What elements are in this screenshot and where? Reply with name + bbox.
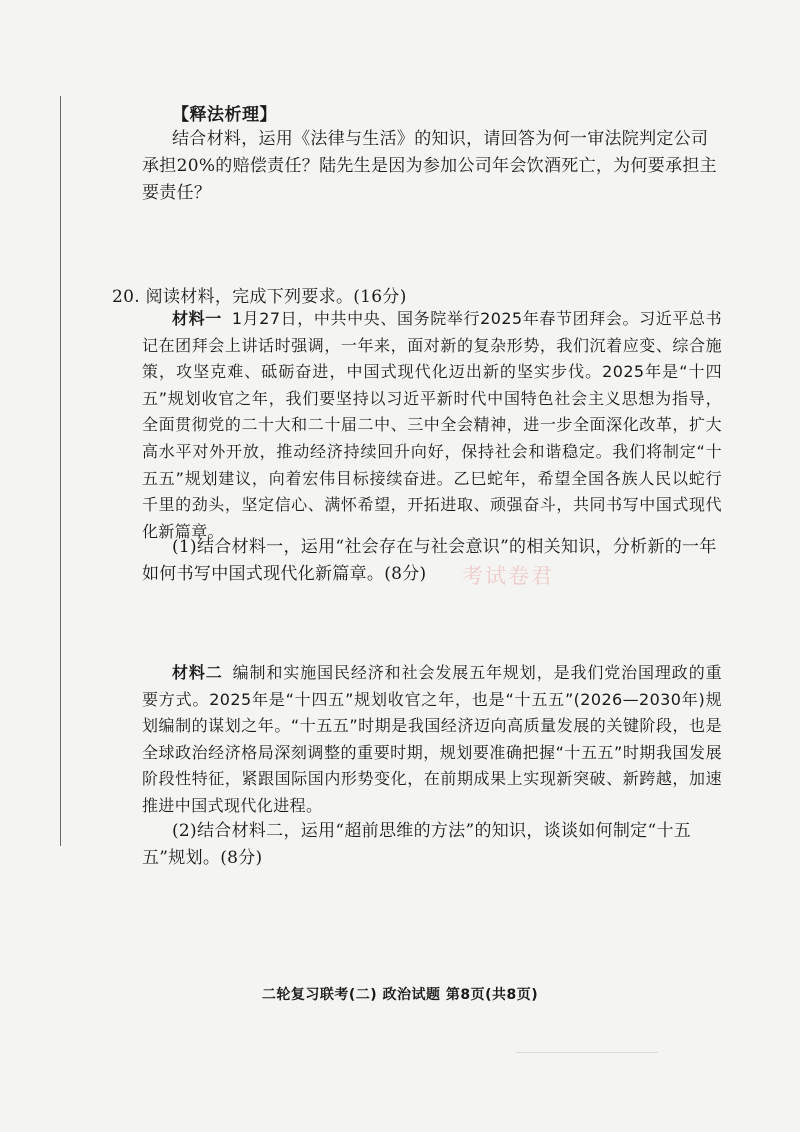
- question-20-title: 20. 阅读材料，完成下列要求。(16分): [112, 287, 407, 307]
- material-two: [142, 660, 722, 820]
- material-one: [142, 306, 722, 545]
- sub-question-2: (2)结合材料二，运用“超前思维的方法”的知识，谈谈如何制定“十五五”规划。(8分): [142, 821, 692, 868]
- law-question-text: 结合材料，运用《法律与生活》的知识，请回答为何一审法院判定公司承担20%的赔偿责任？陆先生是因为参加公司年会饮酒死亡，为何要承担主要责任？: [142, 129, 717, 203]
- material-one-label: 材料一: [172, 309, 222, 328]
- faint-divider: [516, 1052, 658, 1053]
- material-one-text: 1月27日，中共中央、国务院举行2025年春节团拜会。习近平总书记在团拜会上讲话时强调，一年来，面对新的复杂形势，我们沉着应变、综合施策，攻坚克难、砥砺奋进，中国式现代化迈出新的坚实步伐。2025年是“十四五”规划收官之年，我们要坚持以习近平新时代中国特色社会主义思想为指导，全面贯彻党的二十大和二十届二中、三中全会精神，进一步全面深化改革，扩大高水平对外开放，推动经济持续回升向好，保持社会和谐稳定。我们将制定“十五五”规划建议，向着宏伟目标接续奋进。乙巳蛇年，希望全国各族人民以蛇行千里的劲头，坚定信心、满怀希望，开拓进取、顽强奋斗，共同书写中国式现代化新篇章。: [142, 309, 722, 541]
- material-two-label: 材料二: [172, 663, 223, 682]
- material-two-text: 编制和实施国民经济和社会发展五年规划，是我们党治国理政的重要方式。2025年是“十四五”规划收官之年，也是“十五五”(2026—2030年)规划编制的谋划之年。“十五五”时期是我国经济迈向高质量发展的关键阶段，也是全球政治经济格局深刻调整的重要时期，规划要准确把握“十五五”时期我国发展阶段性特征，紧跟国际国内形势变化，在前期成果上实现新突破、新跨越，加速推进中国式现代化进程。: [142, 663, 722, 815]
- section-heading: 【释法析理】: [172, 105, 277, 125]
- binding-margin-line: [60, 96, 61, 846]
- page-footer: 二轮复习联考(二) 政治试题 第8页(共8页): [261, 987, 539, 1003]
- sub-question-1: (1)结合材料一，运用“社会存在与社会意识”的相关知识，分析新的一年如何书写中国式现代化新篇章。(8分): [142, 537, 717, 584]
- watermark: 考试卷君: [462, 564, 554, 588]
